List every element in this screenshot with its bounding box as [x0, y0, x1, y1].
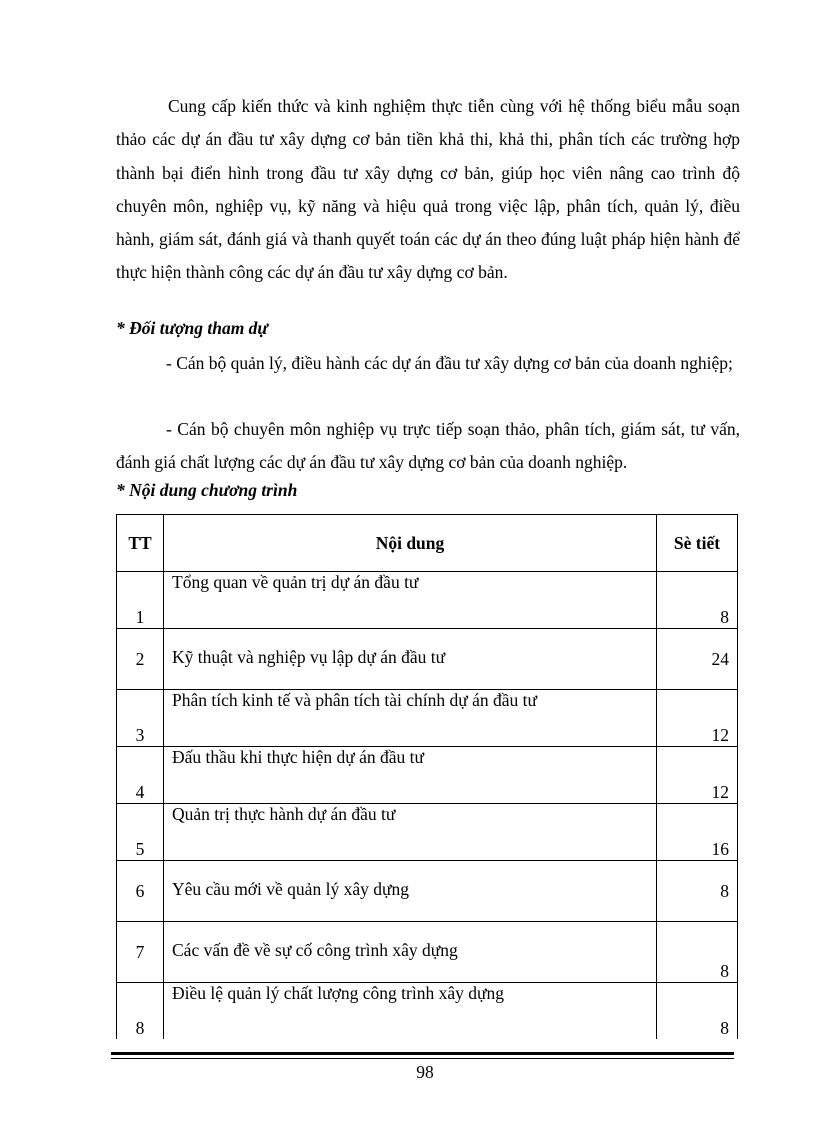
row-content: Kỹ thuật và nghiệp vụ lập dự án đầu tư	[164, 629, 657, 690]
table-row	[117, 983, 738, 1040]
table-row	[117, 804, 738, 861]
row-content: Phân tích kinh tế và phân tích tài chính dự án đầu tư	[164, 690, 657, 747]
row-hours: 24	[657, 629, 738, 690]
table-row	[117, 861, 738, 922]
table-row	[117, 572, 738, 629]
row-number: 5	[117, 804, 164, 861]
table-row	[117, 922, 738, 983]
intro-paragraph: Cung cấp kiến thức và kinh nghiệm thực tiễn cùng với hệ thống biểu mẫu soạn thảo các dự án đầu tư xây dựng cơ bản tiền khả thi, khả thi, phân tích các trường hợp thành bại điển hình trong đầu tư xây dựng cơ bản, giúp học viên nâng cao trình độ chuyên môn, nghiệp vụ, kỹ năng và hiệu quả trong việc lập, phân tích, quản lý, điều hành, giám sát, đánh giá và thanh quyết toán các dự án theo đúng luật pháp hiện hành để thực hiện thành công các dự án đầu tư xây dựng cơ bản.	[116, 96, 740, 283]
column-header-content: Nội dung	[164, 515, 657, 572]
row-hours: 12	[657, 690, 738, 747]
footer-rule-thin	[111, 1058, 734, 1059]
row-number: 2	[117, 629, 164, 690]
participant-item-2: - Cán bộ chuyên môn nghiệp vụ trực tiếp soạn thảo, phân tích, giám sát, tư vấn, đánh giá chất lượng các dự án đầu tư xây dựng cơ bản của doanh nghiệp.	[116, 419, 740, 473]
row-hours: 16	[657, 804, 738, 861]
participants-heading: * Đối tượng tham dự	[116, 318, 268, 338]
table-header-row	[117, 515, 738, 572]
row-content: Quản trị thực hành dự án đầu tư	[164, 804, 657, 861]
row-number: 6	[117, 861, 164, 922]
row-hours: 12	[657, 747, 738, 804]
row-number: 3	[117, 690, 164, 747]
row-hours: 8	[657, 572, 738, 629]
row-hours: 8	[657, 861, 738, 922]
participant-item-1: - Cán bộ quản lý, điều hành các dự án đầu tư xây dựng cơ bản của doanh nghiệp;	[166, 353, 733, 373]
program-heading: * Nội dung chương trình	[116, 480, 298, 500]
row-number: 7	[117, 922, 164, 983]
row-hours: 8	[657, 983, 738, 1040]
row-number: 8	[117, 983, 164, 1040]
program-table	[116, 514, 738, 1039]
column-header-hours: Sè tiết	[657, 515, 738, 572]
table-row	[117, 690, 738, 747]
row-content: Yêu cầu mới về quản lý xây dựng	[164, 861, 657, 922]
table-row	[117, 747, 738, 804]
page-number: 98	[416, 1062, 434, 1082]
row-content: Đấu thầu khi thực hiện dự án đầu tư	[164, 747, 657, 804]
column-header-tt: TT	[117, 515, 164, 572]
row-number: 4	[117, 747, 164, 804]
row-hours: 8	[657, 922, 738, 983]
row-content: Các vấn đề về sự cố công trình xây dựng	[164, 922, 657, 983]
table-row	[117, 629, 738, 690]
row-number: 1	[117, 572, 164, 629]
footer-rule-thick	[111, 1052, 734, 1055]
row-content: Điều lệ quản lý chất lượng công trình xây dựng	[164, 983, 657, 1040]
row-content: Tổng quan về quản trị dự án đầu tư	[164, 572, 657, 629]
